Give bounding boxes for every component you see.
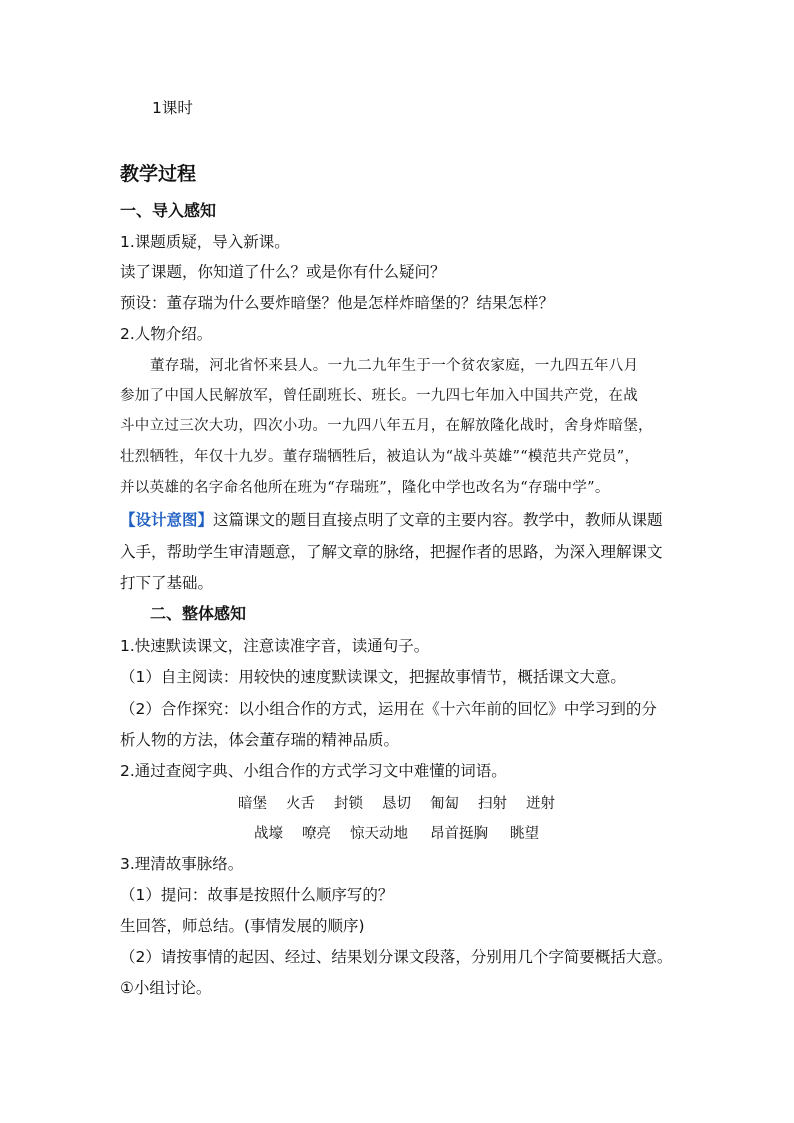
- design-intent-label: 【设计意图】: [120, 511, 214, 529]
- vocab-word: 暗堡: [238, 796, 267, 812]
- part2-sub2: （2）合作探究：以小组合作的方式，运用在《十六年前的回忆》中学习到的分: [120, 700, 657, 718]
- part1-item1: 1.课题质疑，导入新课。: [120, 233, 290, 251]
- bio-line: 参加了中国人民解放军，曾任副班长、班长。一九四七年加入中国共产党，在战: [120, 388, 638, 404]
- bio-line: 董存瑞，河北省怀来县人。一九二九年生于一个贫农家庭，一九四五年八月: [150, 358, 639, 374]
- part2-q1: （1）提问：故事是按照什么顺序写的？: [120, 886, 394, 904]
- design-intent-line: 打下了基础。: [120, 574, 214, 592]
- vocab-word: 匍匐: [430, 796, 459, 812]
- part2-item2: 2.通过查阅字典、小组合作的方式学习文中难懂的词语。: [120, 762, 507, 780]
- part2-step1: ①小组讨论。: [120, 979, 212, 997]
- part2-answer: 生回答，师总结。(事情发展的顺序): [120, 917, 365, 935]
- vocab-word: 火舌: [286, 796, 315, 812]
- design-intent-paragraph: [120, 509, 663, 531]
- vocab-word: 嘹亮: [302, 826, 331, 842]
- vocab-word: 眺望: [510, 826, 539, 842]
- part2-item1: 1.快速默读课文，注意读准字音，读通句子。: [120, 637, 430, 655]
- part1-preset: 预设：董存瑞为什么要炸暗堡？他是怎样炸暗堡的？结果怎样？: [120, 294, 555, 312]
- bio-line: 壮烈牺牲，年仅十九岁。董存瑞牺牲后，被追认为“战斗英雄”“模范共产党员”，: [120, 449, 640, 465]
- vocab-word: 战壕: [254, 826, 283, 842]
- part2-heading: 二、整体感知: [150, 604, 247, 623]
- bio-line: 斗中立过三次大功，四次小功。一九四八年五月，在解放隆化战时，舍身炸暗堡，: [120, 418, 653, 434]
- vocab-word: 昂首挺胸: [430, 826, 488, 842]
- vocab-word: 封锁: [334, 796, 363, 812]
- vocab-word: 扫射: [478, 796, 507, 812]
- bio-line: 并以英雄的名字命名他所在班为“存瑞班”，隆化中学也改名为“存瑞中学”。: [120, 480, 610, 496]
- vocab-word: 恳切: [382, 796, 411, 812]
- part1-item2: 2.人物介绍。: [120, 325, 213, 343]
- lesson-hours: 1课时: [152, 99, 193, 117]
- part1-heading: 一、导入感知: [120, 201, 217, 220]
- section-title: 教学过程: [120, 163, 197, 185]
- part1-question: 读了课题，你知道了什么？或是你有什么疑问？: [120, 263, 446, 281]
- part2-sub2-cont: 析人物的方法，体会董存瑞的精神品质。: [120, 731, 400, 749]
- design-intent-text: 这篇课文的题目直接点明了文章的主要内容。教学中，教师从课题: [213, 511, 663, 529]
- vocab-word: 迸射: [526, 796, 555, 812]
- part2-sub1: （1）自主阅读：用较快的速度默读课文，把握故事情节，概括课文大意。: [120, 668, 626, 686]
- part2-item3: 3.理清故事脉络。: [120, 855, 244, 873]
- part2-q2: （2）请按事情的起因、经过、结果划分课文段落，分别用几个字简要概括大意。: [120, 948, 673, 966]
- vocab-word: 惊天动地: [350, 826, 408, 842]
- design-intent-line: 入手，帮助学生审清题意，了解文章的脉络，把握作者的思路，为深入理解课文: [120, 543, 663, 561]
